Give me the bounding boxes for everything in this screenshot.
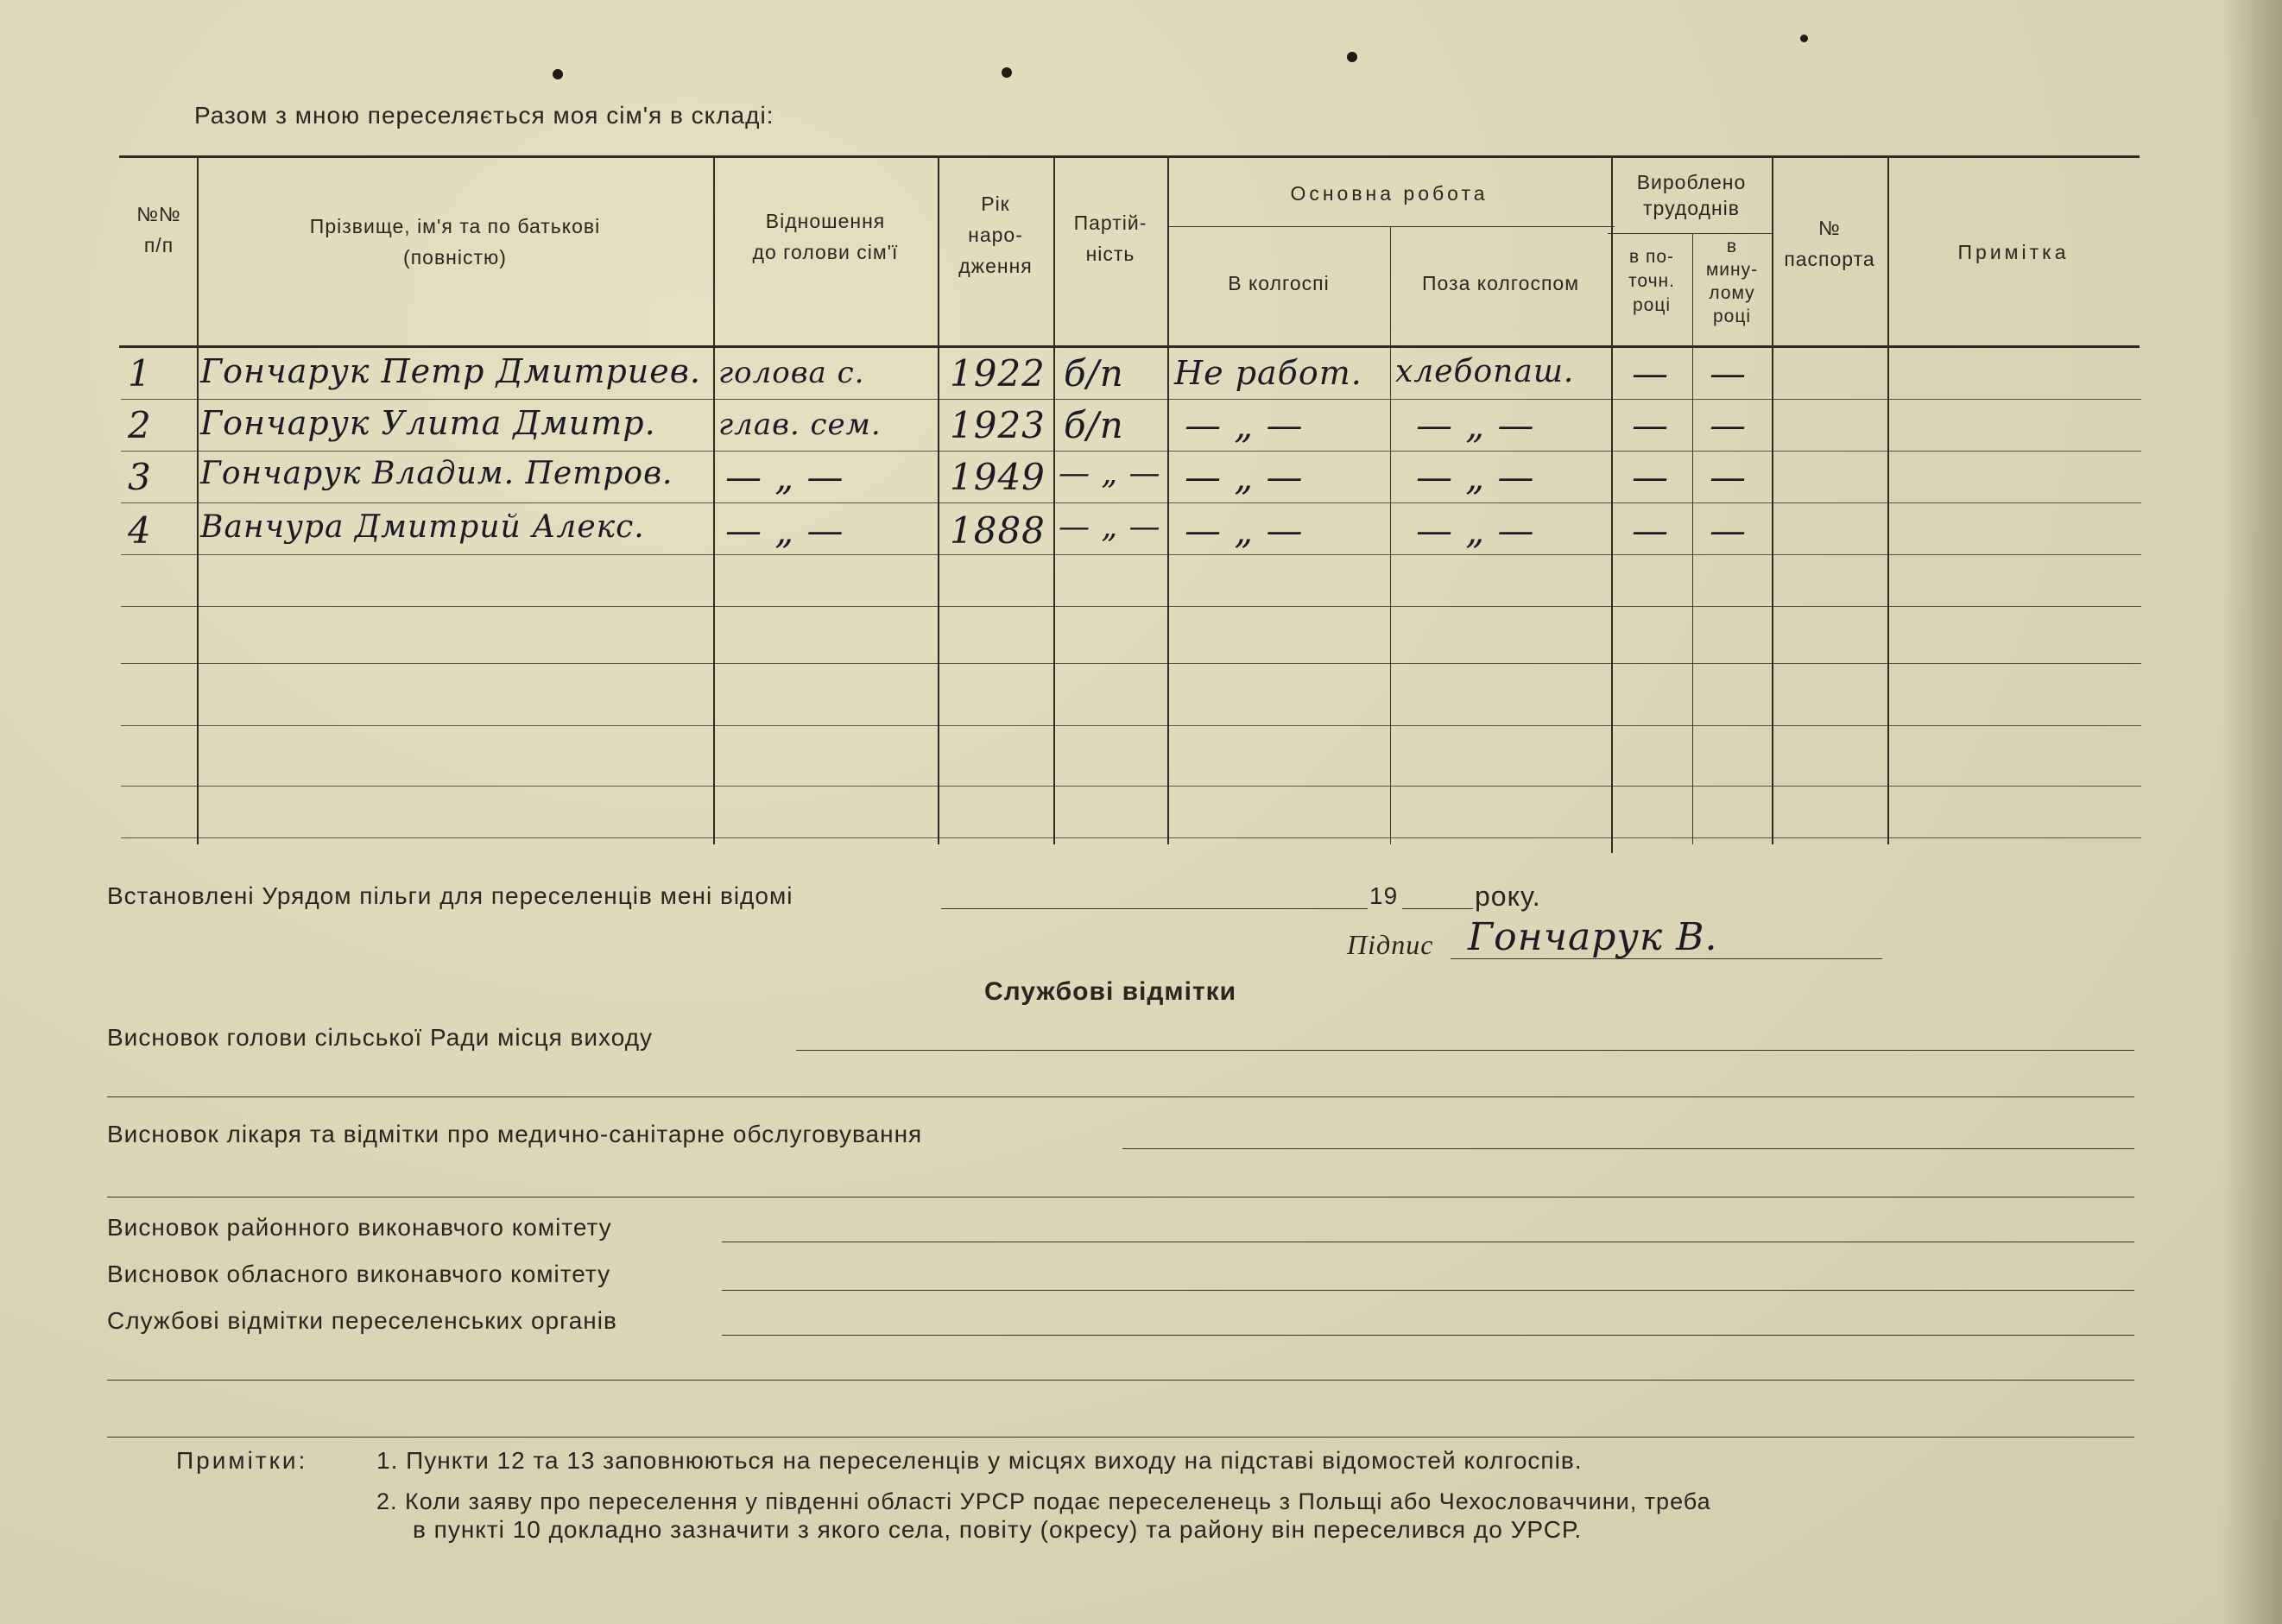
village-council-label: Висновок голови сільської Ради місця виходу <box>107 1024 654 1051</box>
resettlement-line3 <box>107 1437 2134 1438</box>
row1-kolkhoz: Не работ. <box>1174 354 1362 392</box>
row-rule <box>121 606 2141 607</box>
row-rule <box>121 554 2141 555</box>
row3-num: 3 <box>128 456 152 498</box>
row1-party: б/п <box>1064 352 1124 395</box>
row4-party: — „ — <box>1059 509 1161 545</box>
row2-kolkhoz: — „ — <box>1185 404 1304 446</box>
signature-value: Гончарук В. <box>1468 915 1718 959</box>
header-outside-kolkhoz: Поза колгоспом <box>1421 272 1580 294</box>
row-rule <box>121 502 2141 503</box>
row2-num: 2 <box>128 404 152 446</box>
table-top-rule <box>119 155 2140 158</box>
regional-line <box>722 1290 2134 1291</box>
row3-cur: — <box>1632 456 1669 498</box>
row4-num: 4 <box>128 509 152 552</box>
intro-text: Разом з мною переселяється моя сім'я в складі: <box>194 102 774 129</box>
header-party: Партій- ність <box>1073 212 1147 265</box>
header-birth-year: Рік наро- дження <box>958 193 1033 277</box>
main-work-rule <box>1167 226 1615 227</box>
benefits-year-prefix: 19 <box>1369 882 1399 909</box>
row3-party: — „ — <box>1059 456 1161 491</box>
notes-label: Примітки: <box>176 1447 308 1474</box>
row1-outside: хлебопаш. <box>1395 354 1575 389</box>
row4-relation: — „ — <box>725 509 844 552</box>
row1-year: 1922 <box>950 352 1046 395</box>
row4-prev: — <box>1710 509 1747 552</box>
header-in-kolkhoz: В колгоспі <box>1228 272 1330 294</box>
note-2a: 2. Коли заяву про переселення у південні області УРСР подає переселенець з Польщі або Чехословаччини, треба <box>376 1488 1711 1514</box>
official-title: Службові відмітки <box>984 977 1237 1006</box>
resettlement-label: Службові відмітки переселенських органів <box>107 1307 617 1334</box>
header-note: Примітка <box>1957 241 2070 263</box>
punch-hole <box>1002 67 1012 78</box>
benefits-year-suffix: року. <box>1475 881 1541 912</box>
signature-label: Підпис <box>1347 929 1434 960</box>
row-rule <box>121 663 2141 664</box>
row-rule <box>121 837 2141 838</box>
row4-cur: — <box>1632 509 1669 552</box>
year-blank <box>1402 908 1473 909</box>
row-rule <box>121 725 2141 726</box>
village-council-line2 <box>107 1096 2134 1097</box>
row2-prev: — <box>1710 404 1747 446</box>
doctor-label: Висновок лікаря та відмітки про медично-санітарне обслуговування <box>107 1121 923 1147</box>
row3-kolkhoz: — „ — <box>1185 456 1304 498</box>
header-name: Прізвище, ім'я та по батькові (повністю) <box>309 215 601 269</box>
row2-year: 1923 <box>950 404 1046 446</box>
row1-cur: — <box>1632 352 1669 395</box>
header-workdays: Вироблено трудоднів <box>1636 171 1747 219</box>
resettlement-line <box>722 1335 2134 1336</box>
row1-num: 1 <box>128 352 152 395</box>
row4-year: 1888 <box>950 509 1046 552</box>
header-relation: Відношення до голови сім'ї <box>752 210 899 263</box>
regional-label: Висновок обласного виконавчого комітету <box>107 1261 611 1287</box>
punch-hole <box>553 69 563 79</box>
benefits-text: Встановлені Урядом пільги для переселенців мені відомі <box>107 882 793 909</box>
row4-name: Ванчура Дмитрий Алекс. <box>200 509 645 545</box>
header-last-year: в мину- лому році <box>1705 237 1759 326</box>
header-passport: № паспорта <box>1784 217 1875 270</box>
row-rule <box>121 786 2141 787</box>
row3-year: 1949 <box>950 456 1046 498</box>
row1-prev: — <box>1710 352 1747 395</box>
header-num: №№ п/п <box>136 203 181 256</box>
row3-relation: — „ — <box>725 456 844 498</box>
benefits-blank <box>941 908 1368 909</box>
row-rule <box>121 399 2141 400</box>
row4-outside: — „ — <box>1416 509 1535 552</box>
doctor-line <box>1122 1148 2134 1149</box>
village-council-line <box>796 1050 2134 1051</box>
row-rule <box>121 451 2141 452</box>
header-main-work: Основна робота <box>1290 182 1489 205</box>
row3-outside: — „ — <box>1416 456 1535 498</box>
resettlement-line2 <box>107 1380 2134 1381</box>
workdays-rule <box>1608 233 1773 234</box>
row3-prev: — <box>1710 456 1747 498</box>
row1-name: Гончарук Петр Дмитриев. <box>200 352 701 390</box>
header-bottom-rule <box>119 345 2140 348</box>
col-rule <box>1167 157 1169 844</box>
row1-relation: голова с. <box>718 356 865 390</box>
row4-kolkhoz: — „ — <box>1185 509 1304 552</box>
row2-party: б/п <box>1064 404 1124 446</box>
row2-relation: глав. сем. <box>718 408 882 442</box>
district-label: Висновок районного виконавчого комітету <box>107 1214 612 1241</box>
punch-hole <box>1347 52 1357 62</box>
page-edge-shadow <box>2222 0 2282 1624</box>
row2-cur: — <box>1632 404 1669 446</box>
row2-outside: — „ — <box>1416 404 1535 446</box>
row2-name: Гончарук Улита Дмитр. <box>200 404 656 442</box>
col-rule <box>1390 226 1391 844</box>
note-1: 1. Пункти 12 та 13 заповнюються на переселенців у місцях виходу на підставі відомостей колгоспів. <box>376 1447 1583 1474</box>
row3-name: Гончарук Владим. Петров. <box>200 456 673 491</box>
punch-hole <box>1800 35 1808 42</box>
note-2b: в пункті 10 докладно зазначити з якого села, повіту (окресу) та району він переселився до УРСР. <box>413 1516 1583 1543</box>
header-current-year: в по- точн. році <box>1628 247 1675 315</box>
